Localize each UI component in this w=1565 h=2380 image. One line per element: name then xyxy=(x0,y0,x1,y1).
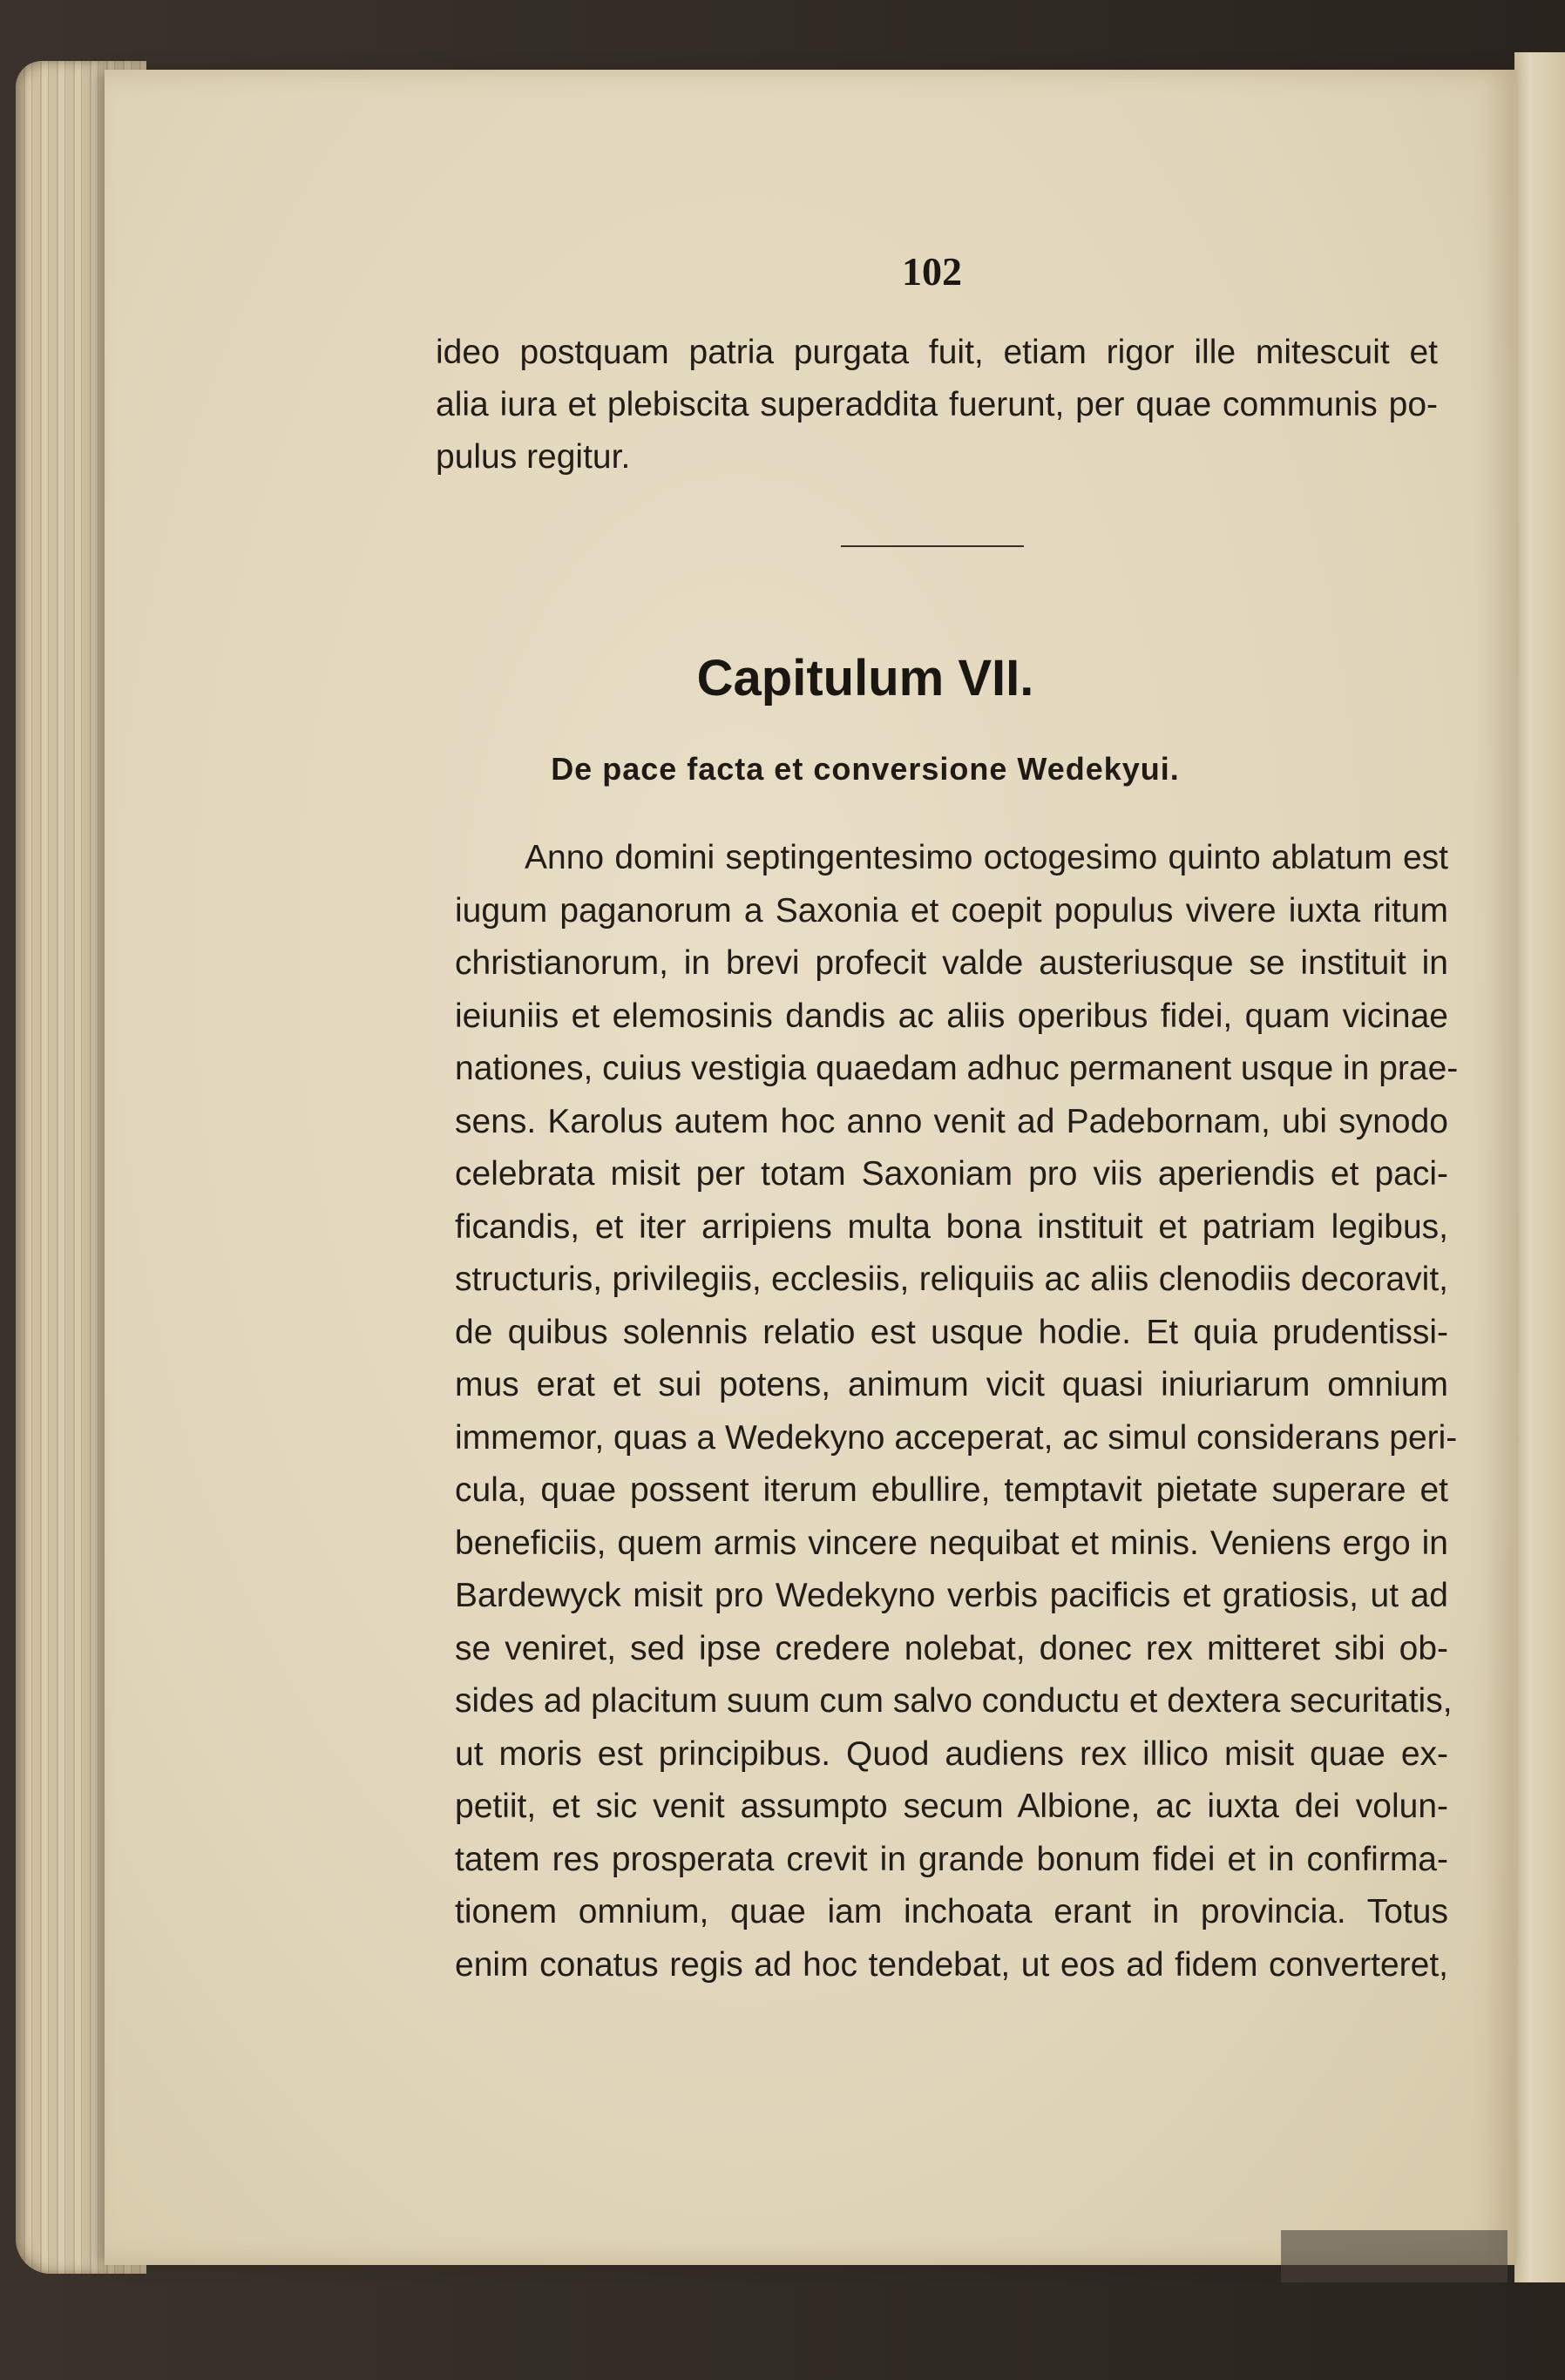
text-line: ut moris est principibus. Quod audiens rex illico misit quae ex- xyxy=(455,1734,1448,1773)
next-page-edge xyxy=(1514,52,1565,2282)
text-line: iugum paganorum a Saxonia et coepit populus vivere iuxta ritum xyxy=(455,891,1448,930)
chapter-title: Capitulum VII. xyxy=(696,650,1034,707)
text-line: celebrata misit per totam Saxoniam pro viis aperiendis et paci- xyxy=(455,1155,1448,1193)
text-line: mus erat et sui potens, animum vicit quasi iniuriarum omnium xyxy=(455,1366,1448,1403)
text-line: beneficiis, quem armis vincere nequibat et minis. Veniens ergo in xyxy=(455,1524,1448,1562)
text-line: tatem res prosperata crevit in grande bonum fidei et in confirma- xyxy=(455,1840,1448,1878)
text-line: de quibus solennis relatio est usque hodie. Et quia prudentissi- xyxy=(455,1313,1448,1351)
page-corner-shadow xyxy=(1281,2230,1507,2282)
text-line: cula, quae possent iterum ebullire, temptavit pietate superare et xyxy=(455,1471,1448,1509)
chapter-subtitle: De pace facta et conversione Wedekyui. xyxy=(551,751,1180,787)
text-line: petiit, et sic venit assumpto secum Albione, ac iuxta dei volun- xyxy=(455,1788,1448,1825)
text-line: Bardewyck misit pro Wedekyno verbis pacificis et gratiosis, ut ad xyxy=(455,1577,1448,1614)
section-divider xyxy=(841,545,1024,547)
page-number: 102 xyxy=(902,249,962,294)
text-line: structuris, privilegiis, ecclesiis, reliquiis ac aliis clenodiis decoravit, xyxy=(455,1261,1448,1298)
paragraph-main xyxy=(455,832,1459,1991)
text-line: immemor, quas a Wedekyno acceperat, ac simul considerans peri- xyxy=(455,1418,1458,1457)
text-line: sides ad placitum suum cum salvo conductu et dextera securitatis, xyxy=(455,1682,1453,1720)
text-line: christianorum, in brevi profecit valde austeriusque se instituit in xyxy=(455,944,1448,982)
text-line: se veniret, sed ipse credere nolebat, donec rex mitteret sibi ob- xyxy=(455,1629,1448,1667)
text-line: pulus regitur. xyxy=(436,438,631,476)
text-line: ideo postquam patria purgata fuit, etiam rigor ille mitescuit et xyxy=(436,334,1438,371)
text-line: sens. Karolus autem hoc anno venit ad Padebornam, ubi synodo xyxy=(455,1102,1448,1140)
text-line: tionem omnium, quae iam inchoata erant in provincia. Totus xyxy=(455,1893,1448,1930)
text-line: ficandis, et iter arripiens multa bona instituit et patriam legibus, xyxy=(455,1207,1448,1246)
text-line: ieiuniis et elemosinis dandis ac aliis operibus fidei, quam vicinae xyxy=(455,997,1448,1035)
text-line: Anno domini septingentesimo octogesimo quinto ablatum est xyxy=(525,839,1448,876)
text-line: enim conatus regis ad hoc tendebat, ut eos ad fidem converteret, xyxy=(455,1945,1448,1984)
text-line: alia iura et plebiscita superaddita fuerunt, per quae communis po- xyxy=(436,386,1438,423)
text-line: nationes, cuius vestigia quaedam adhuc permanent usque in prae- xyxy=(455,1050,1459,1087)
paragraph-top xyxy=(436,327,1438,483)
